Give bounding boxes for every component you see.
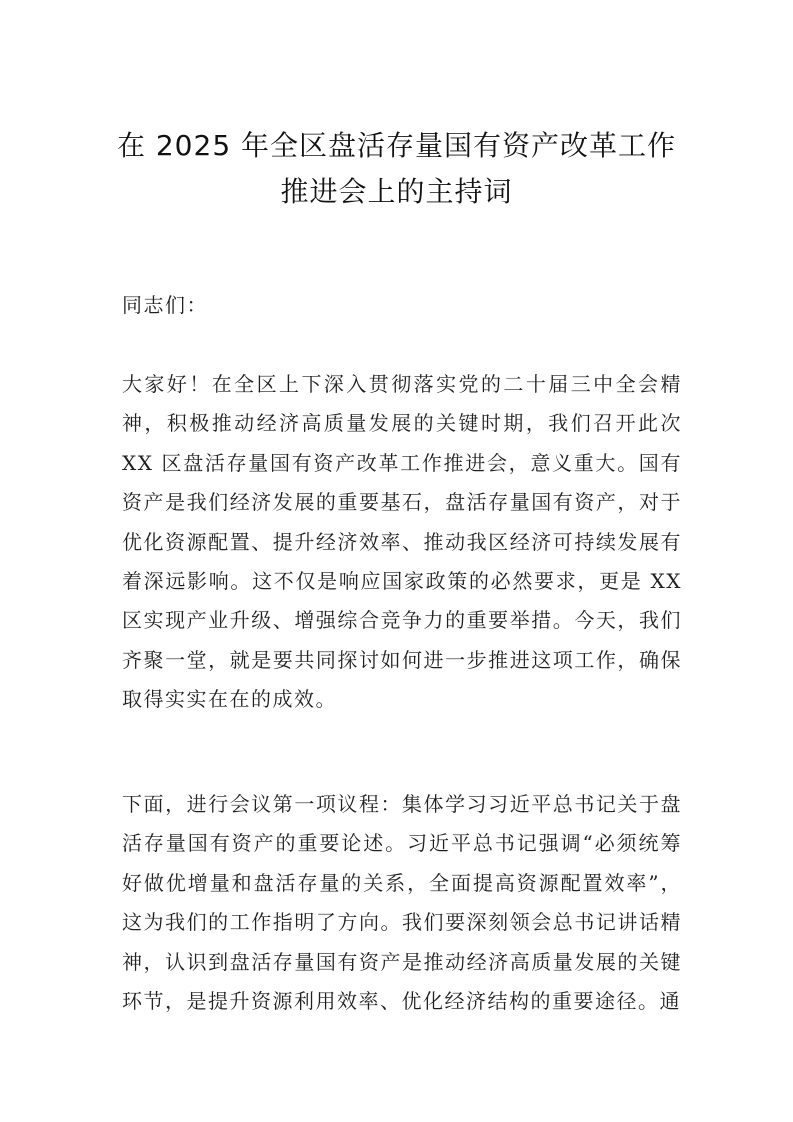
document-title-line-1: 在 2025 年全区盘活存量国有资产改革工作 xyxy=(116,129,677,162)
paragraph-opening: 大家好！在全区上下深入贯彻落实党的二十届三中全会精神，积极推动经济高质量发展的关键时期，我们召开此次 XX 区盘活存量国有资产改革工作推进会，意义重大。国有资产是我们经济发展的重要基石，盘活存量国有资产，对于优化资源配置、提升经济效率、推动我区经济可持续发展有着深远影响。这不仅是响应国家政策的必然要求，更是 XX 区实现产业升级、增强综合竞争力的重要举措。今天，我们齐聚一堂，就是要共同探讨如何进一步推进这项工作，确保取得实实在在的成效。 xyxy=(122,372,682,712)
document-title-line-2: 推进会上的主持词 xyxy=(280,175,513,208)
paragraph-agenda-one: 下面，进行会议第一项议程：集体学习习近平总书记关于盘活存量国有资产的重要论述。习近平总书记强调“必须统筹好做优增量和盘活存量的关系，全面提高资源配置效率”，这为我们的工作指明了方向。我们要深刻领会总书记讲话精神，认识到盘活存量国有资产是推动经济高质量发展的关键环节，是提升资源利用效率、优化经济结构的重要途径。通 xyxy=(122,792,682,1014)
salutation: 同志们： xyxy=(122,293,208,317)
